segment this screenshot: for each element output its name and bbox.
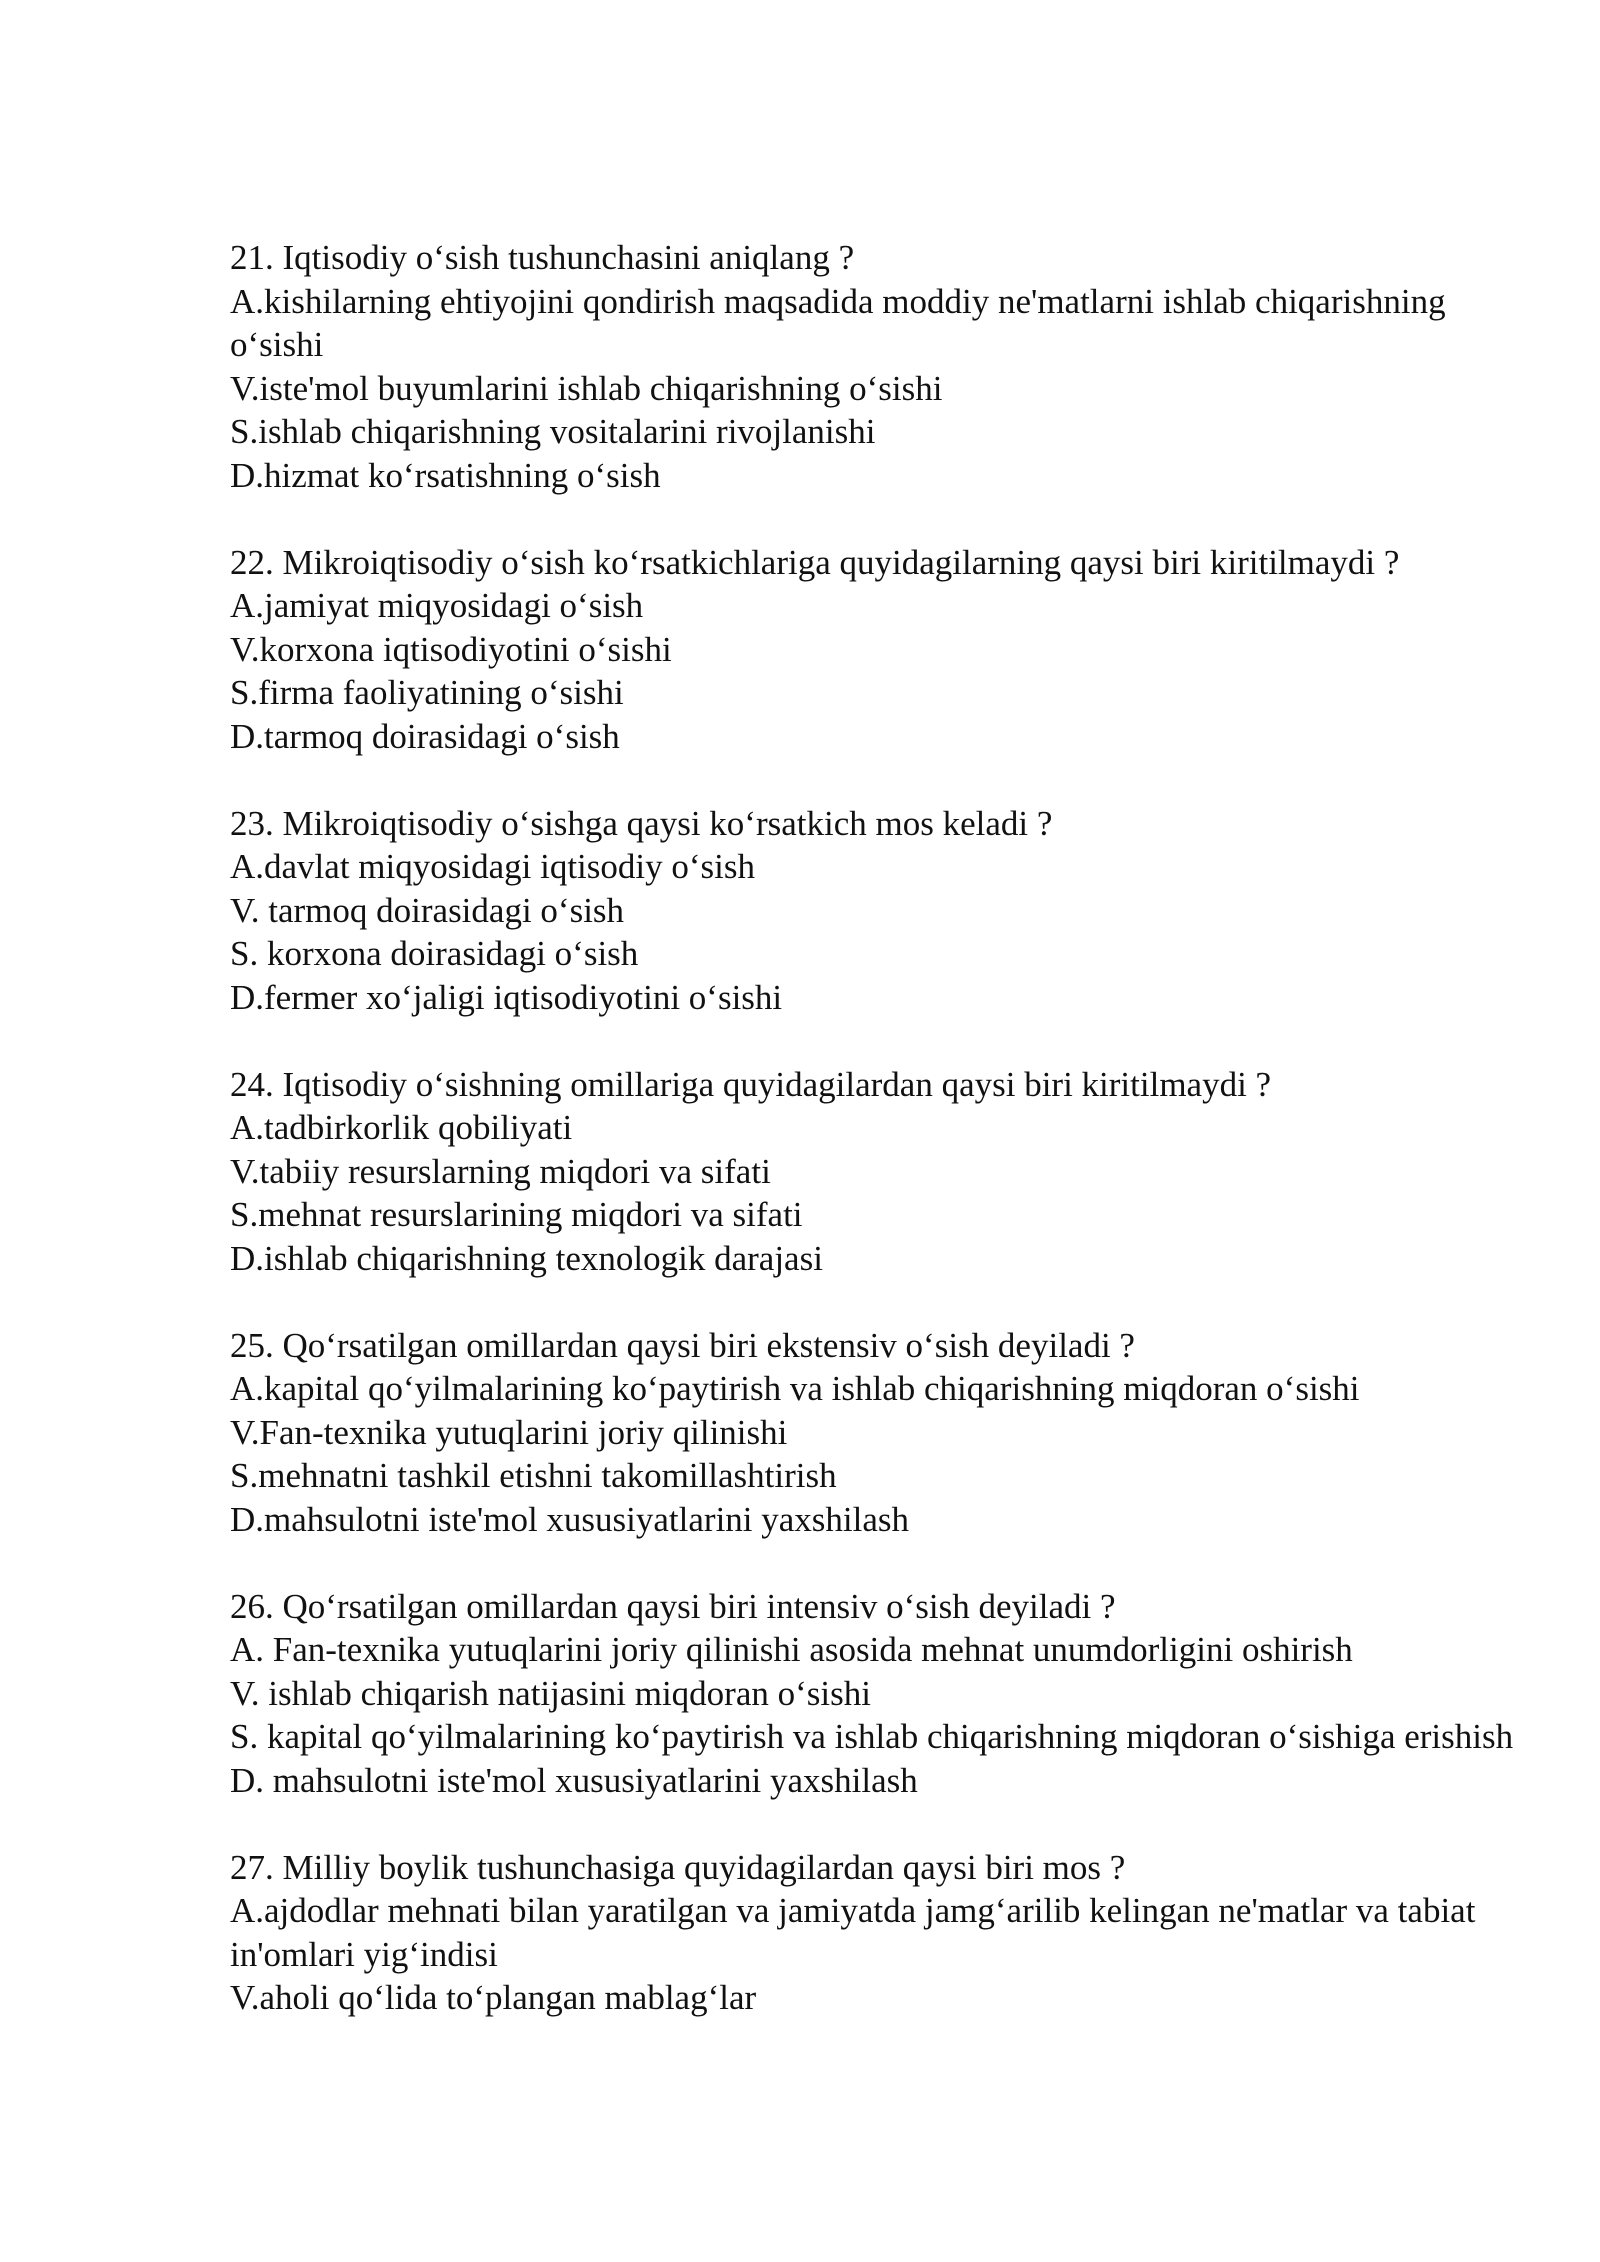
answer-option-d: D.hizmat ko‘rsatishning o‘sish xyxy=(230,455,661,495)
answer-option-s: S.firma faoliyatining o‘sishi xyxy=(230,673,624,712)
question-block-26 xyxy=(230,1585,1520,1803)
answer-option-v: V. ishlab chiqarish natijasini miqdoran o‘sishi xyxy=(230,1673,871,1713)
question-text: 25. Qo‘rsatilgan omillardan qaysi biri ekstensiv o‘sish deyiladi ? xyxy=(230,1325,1135,1365)
answer-option-d: D.mahsulotni iste'mol xususiyatlarini yaxshilash xyxy=(230,1499,910,1539)
question-text: 21. Iqtisodiy o‘sish tushunchasini aniqlang ? xyxy=(230,238,855,277)
answer-option-a: A.kapital qo‘yilmalarining ko‘paytirish va ishlab chiqarishning miqdoran o‘sishi xyxy=(230,1369,1360,1408)
answer-option-a: A. Fan-texnika yutuqlarini joriy qilinishi asosida mehnat unumdorligini oshirish xyxy=(230,1630,1353,1669)
question-text: 27. Milliy boylik tushunchasiga quyidagilardan qaysi biri mos ? xyxy=(230,1847,1126,1887)
answer-option-s: S. kapital qo‘yilmalarining ko‘paytirish va ishlab chiqarishning miqdoran o‘sishiga erishish xyxy=(230,1717,1514,1756)
question-text: 23. Mikroiqtisodiy o‘sishga qaysi ko‘rsatkich mos keladi ? xyxy=(230,803,1053,843)
answer-option-a: A.kishilarning ehtiyojini qondirish maqsadida moddiy ne'matlarni ishlab chiqarishning o‘sishi xyxy=(230,281,1446,364)
answer-option-a: A.davlat miqyosidagi iqtisodiy o‘sish xyxy=(230,847,755,886)
question-text: 22. Mikroiqtisodiy o‘sish ko‘rsatkichlariga quyidagilarning qaysi biri kiritilmaydi ? xyxy=(230,542,1400,582)
answer-option-d: D.ishlab chiqarishning texnologik darajasi xyxy=(230,1238,823,1278)
question-block-21 xyxy=(230,236,1520,497)
answer-option-s: S.ishlab chiqarishning vositalarini rivojlanishi xyxy=(230,412,876,451)
quiz-content xyxy=(230,236,1520,2020)
question-text: 24. Iqtisodiy o‘sishning omillariga quyidagilardan qaysi biri kiritilmaydi ? xyxy=(230,1064,1272,1104)
question-text: 26. Qo‘rsatilgan omillardan qaysi biri intensiv o‘sish deyiladi ? xyxy=(230,1586,1116,1626)
answer-option-v: V.iste'mol buyumlarini ishlab chiqarishning o‘sishi xyxy=(230,368,943,408)
question-block-23 xyxy=(230,802,1520,1020)
question-block-25 xyxy=(230,1324,1520,1542)
answer-option-a: A.tadbirkorlik qobiliyati xyxy=(230,1108,573,1147)
answer-option-s: S. korxona doirasidagi o‘sish xyxy=(230,934,639,973)
answer-option-s: S.mehnat resurslarining miqdori va sifati xyxy=(230,1195,803,1234)
answer-option-s: S.mehnatni tashkil etishni takomillashtirish xyxy=(230,1456,837,1495)
answer-option-v: V.aholi qo‘lida to‘plangan mablag‘lar xyxy=(230,1978,757,2017)
question-block-24 xyxy=(230,1063,1520,1281)
answer-option-v: V. tarmoq doirasidagi o‘sish xyxy=(230,890,625,930)
answer-option-v: V.Fan-texnika yutuqlarini joriy qilinishi xyxy=(230,1412,788,1452)
answer-option-v: V.korxona iqtisodiyotini o‘sishi xyxy=(230,629,672,669)
question-block-22 xyxy=(230,541,1520,759)
answer-option-d: D. mahsulotni iste'mol xususiyatlarini yaxshilash xyxy=(230,1760,918,1800)
answer-option-v: V.tabiiy resurslarning miqdori va sifati xyxy=(230,1151,771,1191)
answer-option-d: D.fermer xo‘jaligi iqtisodiyotini o‘sishi xyxy=(230,977,783,1017)
answer-option-a: A.jamiyat miqyosidagi o‘sish xyxy=(230,586,644,625)
answer-option-d: D.tarmoq doirasidagi o‘sish xyxy=(230,716,620,756)
question-block-27 xyxy=(230,1846,1520,2020)
answer-option-a: A.ajdodlar mehnati bilan yaratilgan va jamiyatda jamg‘arilib kelingan ne'matlar va tabiat in'omlari yig‘indisi xyxy=(230,1891,1476,1974)
